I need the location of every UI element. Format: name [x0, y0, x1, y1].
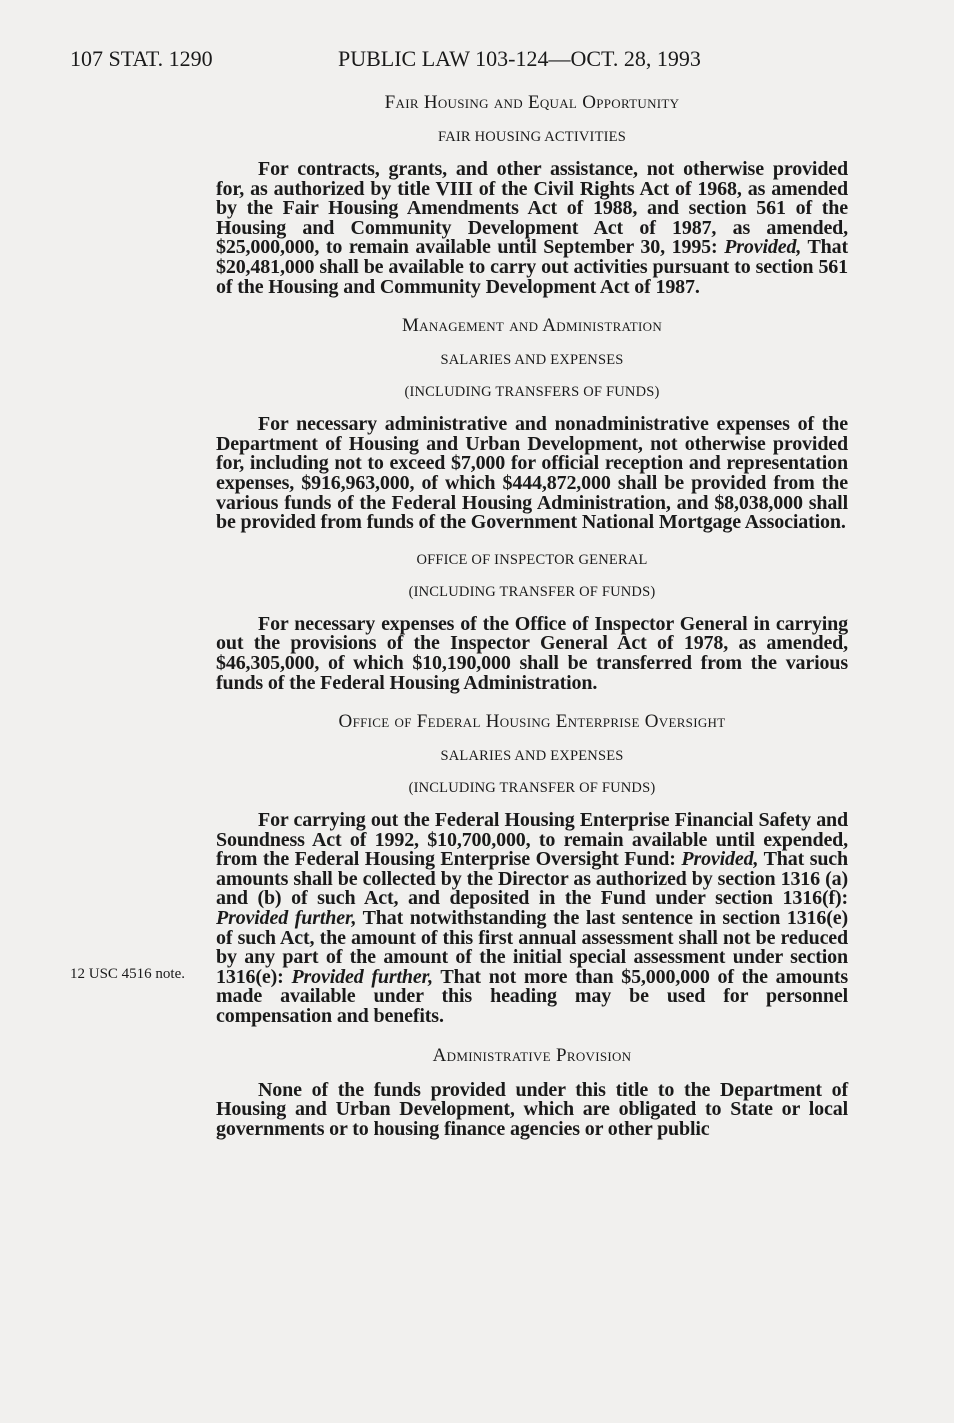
subheading-salaries-expenses: SALARIES AND EXPENSES — [440, 352, 624, 369]
proviso-term: Provided, — [724, 236, 802, 259]
heading-management-administration: Management and Administration — [401, 315, 663, 337]
text-segment: That $20,481,000 shall be available to carry out activities pursuant to section 561 of the Housing and Community Development Act of 1987. — [216, 236, 848, 298]
proviso-term: Provided further, — [216, 907, 357, 930]
paragraph-fair-housing — [216, 160, 848, 297]
subheading-ofheo-salaries-expenses: SALARIES AND EXPENSES — [440, 748, 624, 765]
statute-page-number: 107 STAT. 1290 — [70, 46, 213, 71]
paragraph-ofheo — [216, 811, 848, 1027]
paragraph-management: For necessary administrative and nonadministrative expenses of the Department of Housing and Urban Development, not otherwise provided for, including not to exceed $7,000 for official reception and representation expenses, $916,963,000, of which $444,872,000 shall be provided from the various funds of the Federal Housing Administration, and $8,038,000 shall be provided from funds of the Government National Mortgage Association. — [216, 413, 848, 534]
heading-fair-housing: Fair Housing and Equal Opportunity — [384, 92, 680, 113]
text-segment: That not more than $5,000,000 of the amounts made available under this heading may be used for personnel compensation and benefits. — [216, 965, 848, 1028]
proviso-term: Provided further, — [291, 965, 433, 988]
text-segment: For carrying out the Federal Housing Enterprise Financial Safety and Soundness Act of 1992, $10,700,000, to remain available until expended, from the Federal Housing Enterprise Oversight Fund: — [216, 809, 848, 871]
text-segment: For contracts, grants, and other assistance, not otherwise provided for, as authorized by title VIII of the Civil Rights Act of 1968, as amended by the Fair Housing Amendments Act of 1988, and section 561 of the Housing and Community Development Act of 1987, as amended, $25,000,000, to remain available until September 30, 1995: — [216, 158, 848, 259]
subheading-ofheo-transfer-of-funds: (INCLUDING TRANSFER OF FUNDS) — [408, 780, 656, 797]
paragraph-administrative-provision: None of the funds provided under this title to the Department of Housing and Urban Development, which are obligated to State or local governments or to housing finance agencies or other public — [216, 1078, 848, 1140]
proviso-term: Provided, — [681, 848, 759, 871]
text-segment: That such amounts shall be collected by the Director as authorized by section 1316 (a) and (b) of such Act, and deposited in the Fund under section 1316(f): — [216, 848, 849, 910]
paragraph-inspector-general: For necessary expenses of the Office of Inspector General in carrying out the provisions of the Inspector General Act of 1978, as amended, $46,305,000, of which $10,190,000 shall be transferred from the various funds of the Federal Housing Administration. — [216, 612, 848, 694]
subheading-fair-housing-activities: FAIR HOUSING ACTIVITIES — [438, 129, 626, 145]
text-segment: That notwithstanding the last sentence in section 1316(e) of such Act, the amount of this first annual assessment shall not be reduced by any part of the amount of the initial special assessment under section 1316(e): — [216, 907, 848, 988]
subheading-inspector-general: OFFICE OF INSPECTOR GENERAL — [416, 551, 648, 568]
subheading-transfers-of-funds: (INCLUDING TRANSFERS OF FUNDS) — [404, 384, 660, 401]
heading-administrative-provision: Administrative Provision — [432, 1044, 632, 1066]
margin-note-usc: 12 USC 4516 note. — [70, 966, 186, 982]
heading-ofheo: Office of Federal Housing Enterprise Oversight — [338, 711, 726, 733]
public-law-citation: PUBLIC LAW 103-124—OCT. 28, 1993 — [338, 46, 701, 71]
subheading-transfer-of-funds: (INCLUDING TRANSFER OF FUNDS) — [408, 583, 656, 600]
document-body — [216, 92, 848, 1157]
